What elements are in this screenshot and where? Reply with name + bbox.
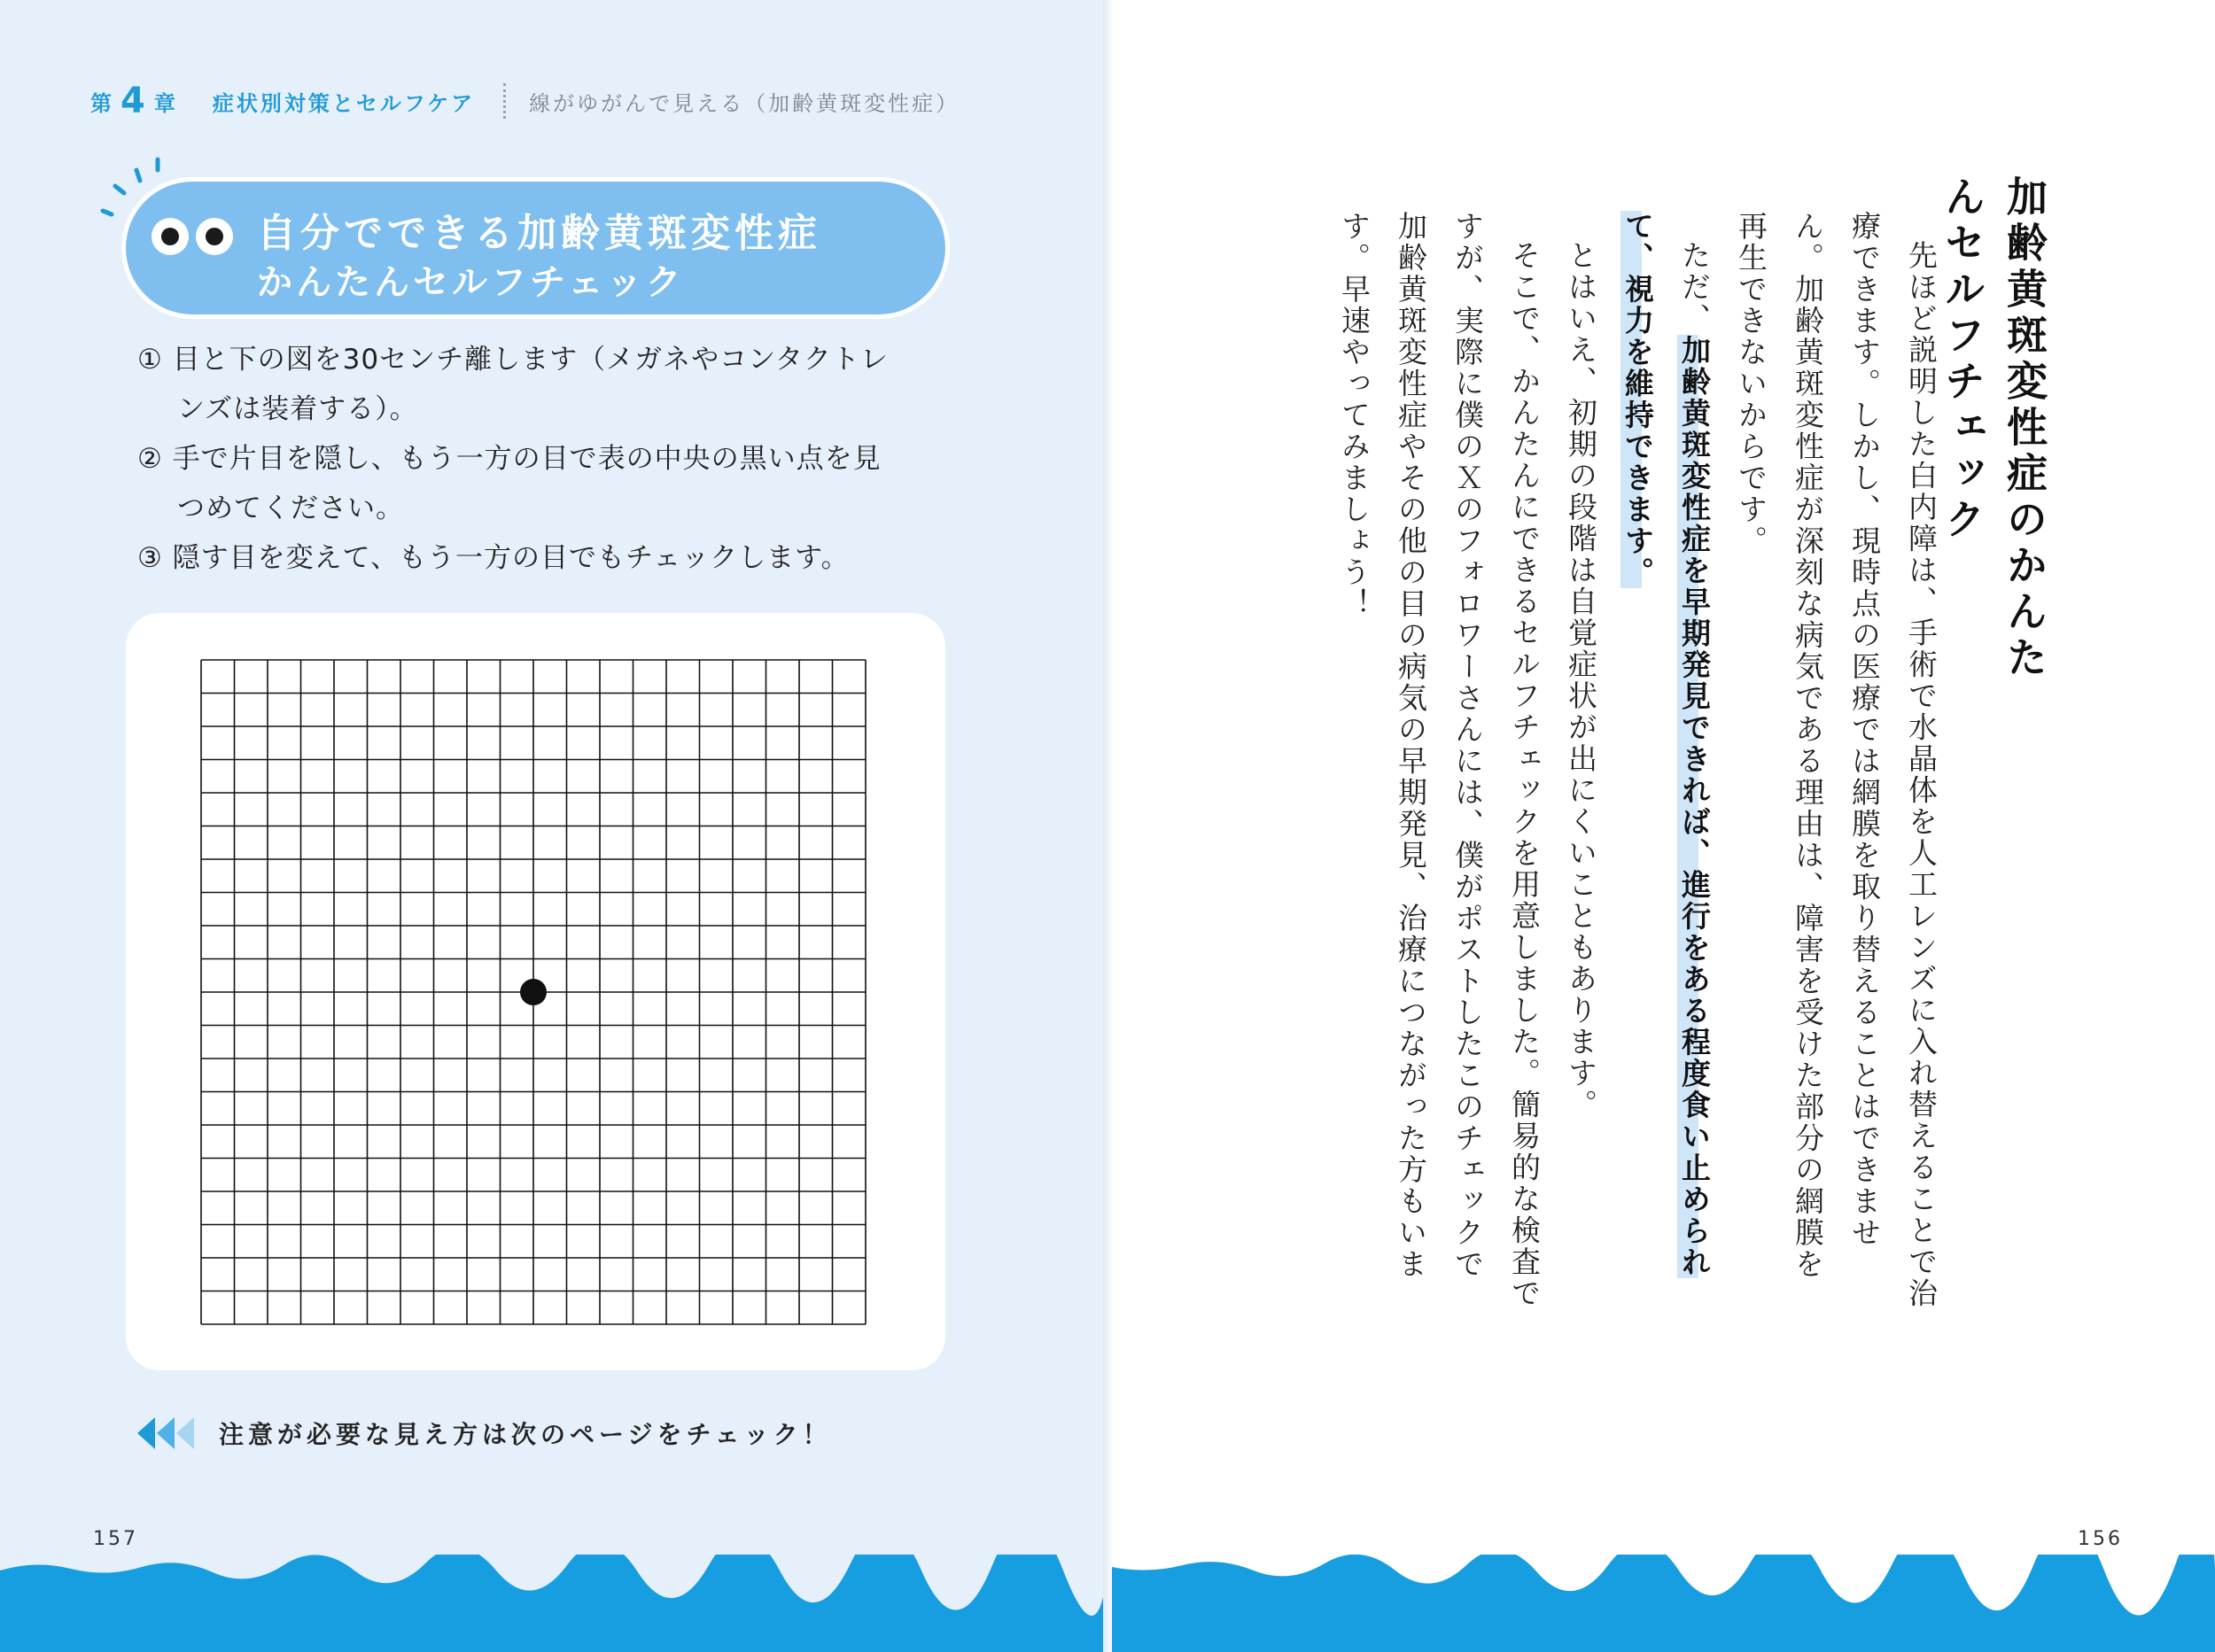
wave-decoration [0, 1555, 1108, 1652]
article-heading: 加齢黄斑変性症のかんたんセルフチェック [1939, 175, 2048, 682]
instruction-2-continued: つめてください。 [177, 492, 404, 524]
section-title: 線がゆがんで見える（加齢黄斑変性症） [529, 90, 960, 116]
header-divider [503, 83, 506, 119]
center-fixation-dot [520, 979, 547, 1005]
paragraph-2 [1609, 211, 1722, 1309]
instructions-list [137, 335, 961, 583]
instruction-1-continued: ンズは装着する）。 [177, 393, 418, 425]
page-number-left: 157 [93, 1528, 138, 1550]
chapter-prefix: 第 [90, 90, 113, 116]
paragraph-3: とはいえ、初期の段階は自覚症状が出にくいこともあります。 [1564, 240, 1598, 1121]
chapter-number: 4 [120, 81, 145, 121]
highlighted-text: 加齢黄斑変性症を早期発見できれば、進行をある程度食い止められて、視力を維持できます。 [1620, 211, 1712, 1278]
paragraph-1: 先ほど説明した白内障は、手術で水晶体を人工レンズに入れ替えることで治療できます。しかし、現時点の医療では網膜を取り替えることはできません。加齢黄斑変性症が深刻な病気である理由は、障害を受けた部分の網膜を再生できないからです。 [1734, 211, 1939, 1309]
amsler-grid-card [126, 613, 945, 1370]
note-text: 注意が必要な見え方は次のページをチェック！ [219, 1420, 832, 1449]
paragraph-2-prefix: ただ、 [1677, 240, 1712, 335]
instruction-3: ③ 隠す目を変えて、もう一方の目でもチェックします。 [137, 542, 850, 574]
wave-decoration [1112, 1555, 2215, 1652]
banner-title: 自分でできる加齢黄斑変性症 [257, 211, 821, 256]
paragraph-4: そこで、かんたんにできるセルフチェックを用意しました。簡易的な検査ですが、実際に僕のＸのフォロワーさんには、僕がポストしたこのチェックで加齢黄斑変性症やその他の目の病気の早期発見、治療につながった方もいます。早速やってみましょう！ [1337, 211, 1542, 1309]
chapter-header [90, 80, 960, 122]
title-banner [126, 182, 945, 314]
banner-subtitle: かんたんセルフチェック [257, 262, 685, 303]
chapter-title: 症状別対策とセルフケア [212, 90, 476, 116]
chapter-suffix: 章 [153, 90, 177, 116]
instruction-1: ① 目と下の図を30センチ離します（メガネやコンタクトレ [137, 344, 889, 376]
instruction-2: ② 手で片目を隠し、もう一方の目で表の中央の黒い点を見 [137, 443, 882, 475]
note-row [137, 1415, 832, 1451]
arrow-left-icon [137, 1415, 199, 1451]
article-body [1325, 211, 1949, 1309]
amsler-grid [200, 659, 867, 1325]
page-number-right: 156 [2078, 1528, 2123, 1550]
eyes-icon [145, 210, 243, 263]
